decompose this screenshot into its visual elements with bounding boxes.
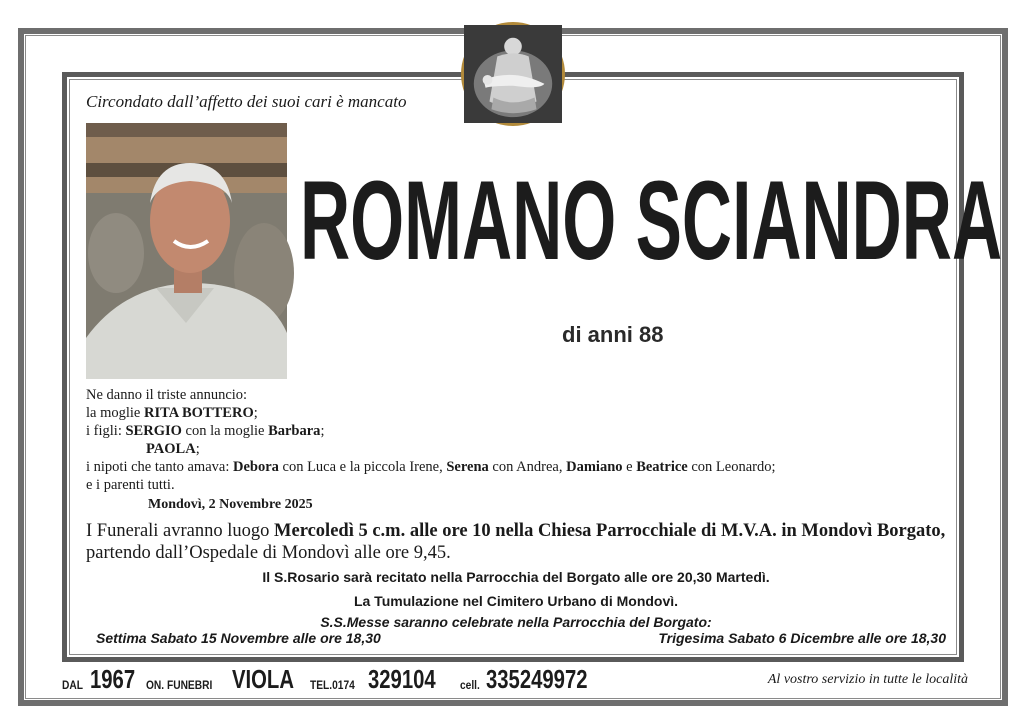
grandchild3-mid: e — [622, 459, 637, 475]
grandchildren-line — [86, 458, 776, 476]
footer-tel-label: TEL.0174 — [310, 678, 355, 692]
grandchild2-mid: con Andrea, — [488, 459, 567, 475]
footer-year: 1967 — [90, 664, 136, 694]
child2-name: PAOLA — [146, 441, 196, 457]
deceased-name: ROMANO SCIANDRA — [300, 158, 1003, 283]
funeral-details — [86, 520, 945, 564]
funeral-home-footer — [62, 664, 762, 698]
wife-name: RITA BOTTERO — [144, 405, 254, 421]
intro-text: Circondato dall’affetto dei suoi cari è mancato — [86, 92, 407, 111]
child1-mid: con la moglie — [181, 423, 269, 439]
footer-service-text: Al vostro servizio in tutte le località — [767, 672, 968, 687]
child2-line — [86, 440, 776, 458]
pieta-medallion-icon — [461, 22, 565, 126]
funeral-bold: Mercoledì 5 c.m. alle ore 10 nella Chiesa Parrocchiale di M.V.A. in Mondovì Borgato, — [274, 521, 946, 541]
relatives-line: e i parenti tutti. — [86, 477, 175, 493]
age-text: di anni 88 — [562, 322, 664, 347]
mass-thirtieth: Trigesima Sabato 6 Dicembre alle ore 18,30 — [658, 630, 946, 646]
grandchild4-mid: con Leonardo; — [687, 459, 776, 475]
footer-on-funebri: ON. FUNEBRI — [146, 678, 213, 692]
grandchild1-mid: con Luca e la piccola Irene, — [278, 459, 447, 475]
mass-seventh: Settima Sabato 15 Novembre alle ore 18,30 — [96, 630, 381, 646]
footer-tel-number: 329104 — [368, 664, 436, 694]
grandchild3: Damiano — [566, 459, 623, 475]
place-date: Mondovì, 2 Novembre 2025 — [148, 497, 313, 512]
announce-line: Ne danno il triste annuncio: — [86, 387, 248, 403]
burial-text: La Tumulazione nel Cimitero Urbano di Mondovì. — [353, 593, 679, 609]
footer-cell-number: 335249972 — [486, 664, 588, 694]
funeral-line-1 — [86, 520, 945, 542]
child1-suffix: ; — [320, 423, 325, 439]
grandchild2: Serena — [446, 459, 489, 475]
footer-company: VIOLA — [232, 664, 294, 694]
portrait-photo — [86, 123, 287, 379]
grandchild1: Debora — [232, 459, 279, 475]
footer-cell-label: cell. — [460, 678, 480, 692]
grandchildren-prefix: i nipoti che tanto amava: — [86, 459, 233, 475]
funeral-prefix: I Funerali avranno luogo — [86, 521, 275, 541]
child2-suffix: ; — [195, 441, 200, 457]
grandchild4: Beatrice — [636, 459, 688, 475]
wife-line — [86, 404, 776, 422]
masses-heading: S.S.Messe saranno celebrate nella Parrocchia del Borgato: — [320, 614, 712, 630]
funeral-line-2: partendo dall’Ospedale di Mondovì alle ore 9,45. — [86, 543, 451, 563]
rosary-text: Il S.Rosario sarà recitato nella Parrocchia del Borgato alle ore 20,30 Martedì. — [262, 569, 770, 585]
wife-suffix: ; — [253, 405, 258, 421]
footer-dal: DAL — [62, 678, 83, 692]
family-announcement — [86, 386, 776, 494]
child1-spouse: Barbara — [268, 423, 321, 439]
children-line — [86, 422, 776, 440]
child1-name: SERGIO — [125, 423, 182, 439]
children-prefix: i figli: — [86, 423, 126, 439]
wife-prefix: la moglie — [86, 405, 144, 421]
